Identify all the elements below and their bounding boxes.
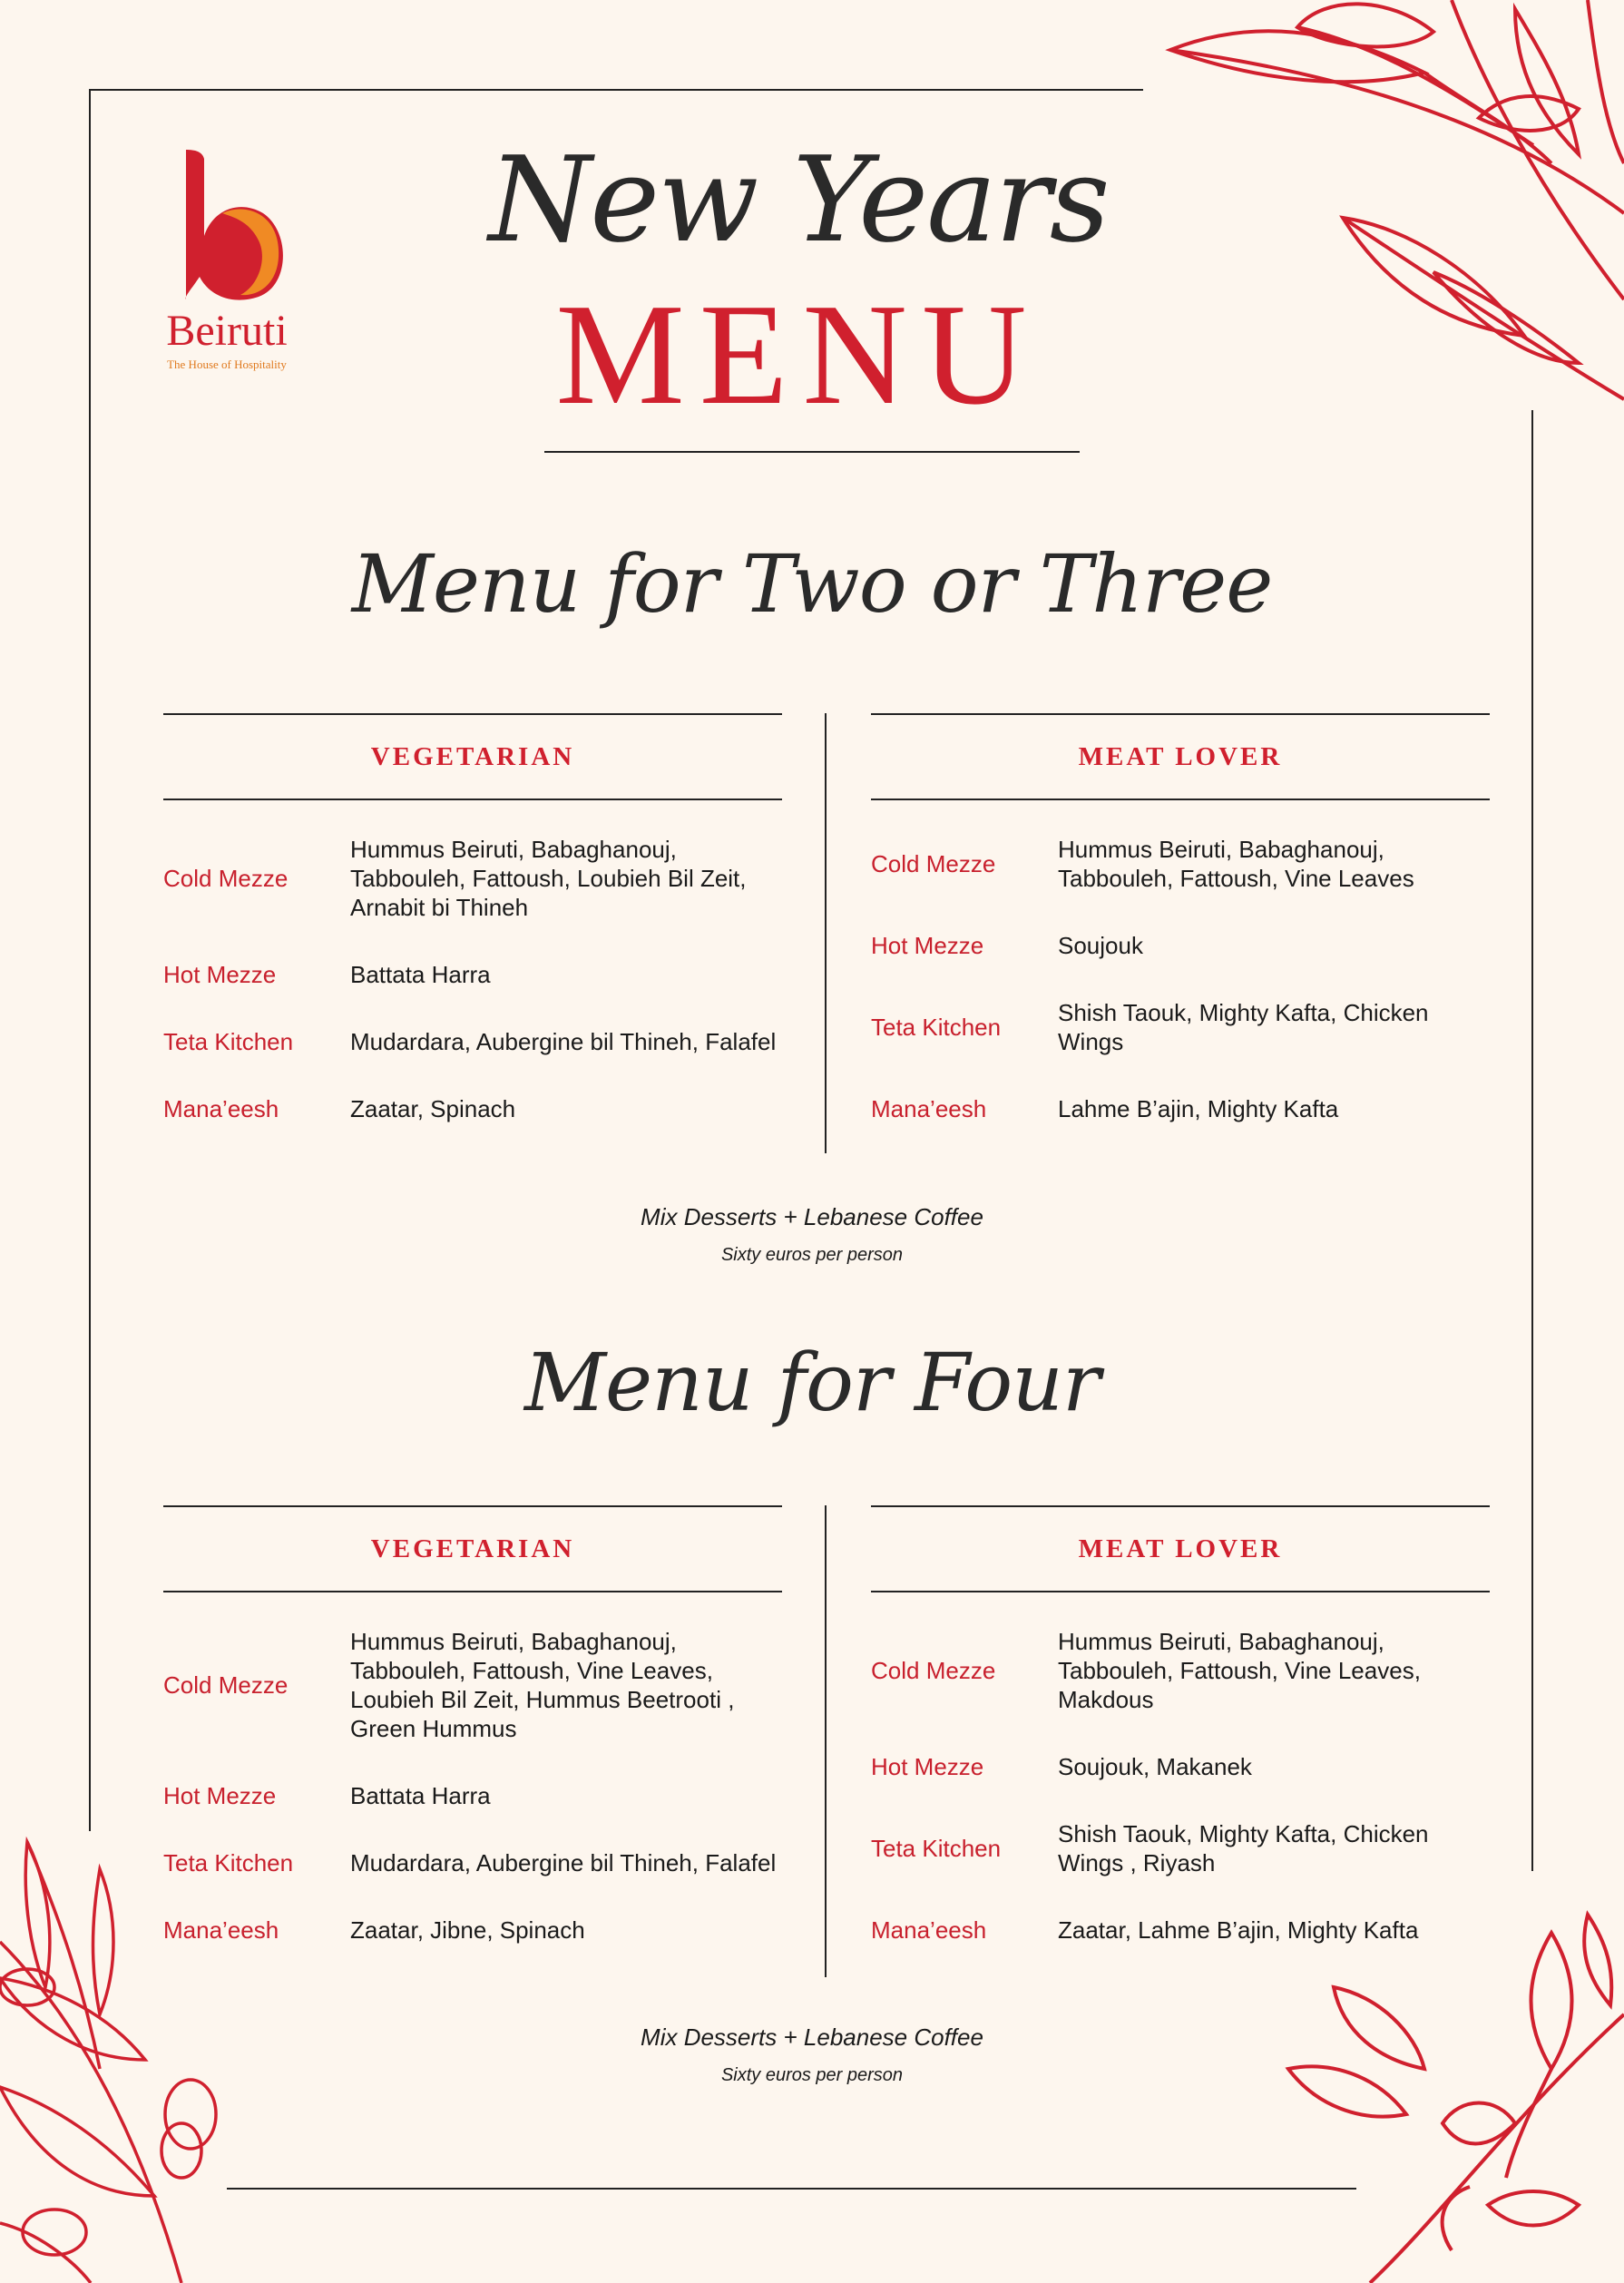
course-items: Lahme B’ajin, Mighty Kafta bbox=[1058, 1095, 1339, 1122]
price-line: Sixty euros per person bbox=[720, 1245, 904, 1265]
course-category: Teta Kitchen bbox=[871, 1834, 1002, 1862]
menu-column-meat-lover bbox=[871, 713, 1490, 1161]
course-items: Hummus Beiruti, Babaghanouj, Tabbouleh, Fattoush, Vine Leaves bbox=[1058, 836, 1414, 892]
frame-line-left bbox=[89, 89, 91, 1831]
menu-row bbox=[871, 1094, 1490, 1123]
course-category: Mana’eesh bbox=[871, 1916, 987, 1944]
section-title: Menu for Four bbox=[523, 1336, 1101, 1429]
script-title: New Years bbox=[488, 131, 1109, 269]
course-category: Mana’eesh bbox=[871, 1094, 987, 1122]
course-category: Teta Kitchen bbox=[163, 1027, 294, 1055]
menu-row bbox=[871, 835, 1490, 893]
course-category: Cold Mezze bbox=[871, 1656, 996, 1684]
brand-logo bbox=[136, 141, 318, 386]
column-heading: VEGETARIAN bbox=[370, 741, 575, 771]
course-items: Mudardara, Aubergine bil Thineh, Falafel bbox=[350, 1849, 777, 1876]
menu-row bbox=[871, 998, 1490, 1056]
brand-tagline: The House of Hospitality bbox=[167, 358, 287, 371]
course-items: Battata Harra bbox=[350, 1782, 491, 1809]
course-category: Hot Mezze bbox=[163, 960, 277, 988]
title-divider bbox=[544, 451, 1080, 453]
column-heading: MEAT LOVER bbox=[1078, 741, 1283, 771]
frame-line-bottom bbox=[227, 2188, 1356, 2190]
menu-row bbox=[163, 1027, 782, 1056]
menu-row bbox=[163, 1627, 782, 1743]
menu-column-vegetarian bbox=[163, 713, 782, 1161]
course-items: Hummus Beiruti, Babaghanouj, Tabbouleh, Fattoush, Loubieh Bil Zeit, Arnabit bi Thineh bbox=[350, 836, 747, 921]
course-items: Hummus Beiruti, Babaghanouj, Tabbouleh, Fattoush, Vine Leaves, Makdous bbox=[1058, 1628, 1421, 1713]
menu-row bbox=[871, 1819, 1490, 1877]
course-category: Hot Mezze bbox=[163, 1781, 277, 1809]
course-items: Zaatar, Spinach bbox=[350, 1095, 516, 1122]
frame-line-top bbox=[89, 89, 1143, 91]
menu-row bbox=[163, 1848, 782, 1877]
menu-row bbox=[163, 960, 782, 989]
course-items: Shish Taouk, Mighty Kafta, Chicken Wings bbox=[1058, 999, 1429, 1055]
menu-row bbox=[871, 1752, 1490, 1781]
olive-branch-top-right-icon bbox=[1152, 0, 1624, 426]
menu-row bbox=[871, 1627, 1490, 1714]
course-category: Mana’eesh bbox=[163, 1916, 279, 1944]
menu-row bbox=[163, 1781, 782, 1810]
menu-title: MENU bbox=[555, 273, 1042, 435]
frame-line-right bbox=[1531, 410, 1533, 1871]
course-category: Cold Mezze bbox=[163, 864, 289, 892]
section-title: Menu for Two or Three bbox=[351, 537, 1273, 631]
menu-row bbox=[163, 835, 782, 922]
dessert-line: Mix Desserts + Lebanese Coffee bbox=[641, 2023, 983, 2051]
course-category: Cold Mezze bbox=[871, 849, 996, 877]
course-category: Mana’eesh bbox=[163, 1094, 279, 1122]
menu-row bbox=[163, 1094, 782, 1123]
course-items: Soujouk bbox=[1058, 932, 1143, 959]
menu-column-vegetarian bbox=[163, 1505, 782, 1983]
course-category: Teta Kitchen bbox=[163, 1848, 294, 1876]
course-items: Zaatar, Jibne, Spinach bbox=[350, 1916, 585, 1944]
column-heading: MEAT LOVER bbox=[1078, 1533, 1283, 1563]
dessert-line: Mix Desserts + Lebanese Coffee bbox=[641, 1203, 983, 1230]
menu-row bbox=[871, 1916, 1490, 1945]
menu-column-meat-lover bbox=[871, 1505, 1490, 1983]
course-category: Hot Mezze bbox=[871, 1752, 984, 1780]
price-line: Sixty euros per person bbox=[720, 2065, 904, 2085]
column-divider bbox=[825, 1505, 827, 1977]
course-items: Shish Taouk, Mighty Kafta, Chicken Wings , Riyash bbox=[1058, 1820, 1429, 1876]
beiruti-b-icon bbox=[159, 141, 295, 304]
course-category: Teta Kitchen bbox=[871, 1013, 1002, 1041]
menu-row bbox=[871, 931, 1490, 960]
course-items: Hummus Beiruti, Babaghanouj, Tabbouleh, Fattoush, Vine Leaves, Loubieh Bil Zeit, Hummus Beetrooti , Green Hummus bbox=[350, 1628, 735, 1742]
course-category: Cold Mezze bbox=[163, 1671, 289, 1699]
course-category: Hot Mezze bbox=[871, 931, 984, 959]
column-divider bbox=[825, 713, 827, 1153]
course-items: Zaatar, Lahme B’ajin, Mighty Kafta bbox=[1058, 1916, 1419, 1944]
course-items: Soujouk, Makanek bbox=[1058, 1753, 1252, 1780]
course-items: Mudardara, Aubergine bil Thineh, Falafel bbox=[350, 1028, 777, 1055]
course-items: Battata Harra bbox=[350, 961, 491, 988]
brand-name: Beiruti bbox=[166, 307, 288, 355]
menu-row bbox=[163, 1916, 782, 1945]
column-heading: VEGETARIAN bbox=[370, 1533, 575, 1563]
